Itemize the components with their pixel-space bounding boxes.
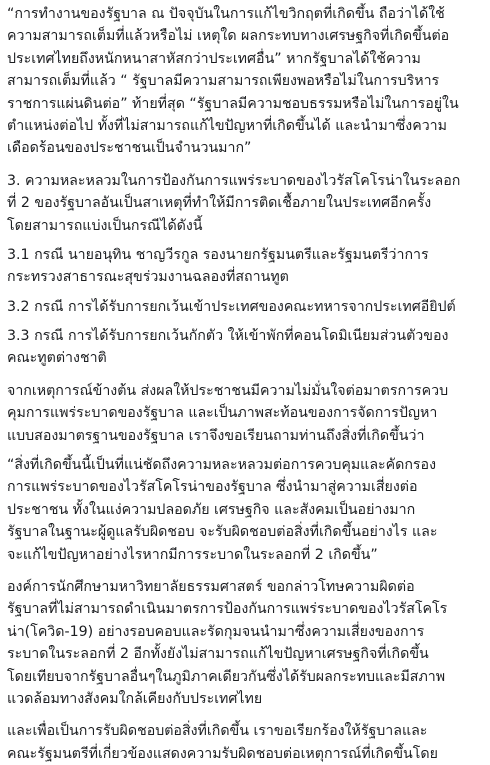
text-line: คุมการแพร่ระบาดของรัฐบาล และเป็นภาพสะท้อนของการจัดการปัญหา xyxy=(7,405,438,422)
paragraph-point-3 xyxy=(7,170,485,237)
text-line: 3.3 กรณี การได้รับการยกเว้นกักตัว ให้เข้าพักที่คอนโดมิเนียมส่วนตัวของ xyxy=(7,328,449,345)
paragraph-demand xyxy=(7,720,485,765)
paragraph-spacer xyxy=(7,289,485,296)
text-line: สามารถเต็มที่แล้ว “ รัฐบาลมีความสามารถเพียงพอหรือไม่ในการบริหาร xyxy=(7,73,440,90)
paragraph-consequence xyxy=(7,380,485,447)
paragraph-point-3-2 xyxy=(7,296,485,318)
text-line: ประเทศไทยถึงหนักหนาสาหัสกว่าประเทศอื่น” หากรัฐบาลได้ใช้ความ xyxy=(7,50,421,67)
paragraph-spacer xyxy=(7,318,485,325)
text-line: แบบสองมาตรฐานของรัฐบาล เราจึงขอเรียนถามท่านถึงสิ่งที่เกิดขึ้นว่า xyxy=(7,427,425,444)
text-line: รัฐบาลในฐานะผู้ดูแลรับผิดชอบ จะรับผิดชอบต่อสิ่งที่เกิดขึ้นอย่างไร และ xyxy=(7,524,438,541)
paragraph-quote-intro xyxy=(7,3,485,160)
text-line: น่า(โควิด-19) อย่างรอบคอบและรัดกุมจนนำมาซึ่งความเสี่ยงของการ xyxy=(7,623,425,640)
paragraph-spacer xyxy=(7,237,485,244)
text-line: “การทำงานของรัฐบาล ณ ปัจจุบันในการแก้ไขวิกฤตที่เกิดขึ้น ถือว่าได้ใช้ xyxy=(7,6,445,22)
text-line: 3.1 กรณี นายอนุทิน ชาญวีรกูล รองนายกรัฐมนตรีและรัฐมนตรีว่าการ xyxy=(7,246,429,263)
text-line: โดยเทียบจากรัฐบาลอื่นๆในภูมิภาคเดียวกันซึ่งได้รับผลกระทบและมีสภาพ xyxy=(7,668,446,685)
paragraph-spacer xyxy=(7,160,485,170)
text-line: โดยสามารถแบ่งเป็นกรณีได้ดังนี้ xyxy=(7,217,203,234)
article-body xyxy=(7,3,485,765)
text-line: คณะทูตต่างชาติ xyxy=(7,350,107,367)
text-line: ประชาชน ทั้งในแง่ความปลอดภัย เศรษฐกิจ และสังคมเป็นอย่างมาก xyxy=(7,501,416,518)
text-line: องค์การนักศึกษามหาวิทยาลัยธรรมศาสตร์ ขอกล่าวโทษความผิดต่อ xyxy=(7,578,415,595)
paragraph-question xyxy=(7,454,485,566)
paragraph-spacer xyxy=(7,447,485,454)
text-line: และเพื่อเป็นการรับผิดชอบต่อสิ่งที่เกิดขึ้น เราขอเรียกร้องให้รัฐบาลและ xyxy=(7,723,428,740)
text-line: 3. ความหละหลวมในการป้องกันการแพร่ระบาดของไวรัสโคโรน่าในระลอก xyxy=(7,172,461,189)
text-line: ความสามารถเต็มที่แล้วหรือไม่ เหตุใด ผลกระทบทางเศรษฐกิจที่เกิดขึ้นต่อ xyxy=(7,28,450,45)
paragraph-point-3-1 xyxy=(7,244,485,289)
paragraph-spacer xyxy=(7,566,485,576)
paragraph-spacer xyxy=(7,370,485,380)
text-line: ราชการแผ่นดินต่อ” ท้ายที่สุด “รัฐบาลมีความชอบธรรมหรือไม่ในการอยู่ใน xyxy=(7,95,459,112)
text-line: จากเหตุการณ์ข้างต้น ส่งผลให้ประชาชนมีความไม่มั่นใจต่อมาตรการควบ xyxy=(7,382,449,399)
text-line: รัฐบาลที่ไม่สามารถดำเนินมาตรการป้องกันการแพร่ระบาดของไวรัสโคโร xyxy=(7,601,448,618)
text-line: ระบาดในระลอกที่ 2 อีกทั้งยังไม่สามารถแก้ไขปัญหาเศรษฐกิจที่เกิดขึ้น xyxy=(7,646,429,663)
paragraph-org-statement xyxy=(7,576,485,710)
text-line: ที่ 2 ของรัฐบาลอันเป็นสาเหตุที่ทำให้มีการติดเชื้อภายในประเทศอีกครั้ง xyxy=(7,195,432,212)
text-line: ตำแหน่งต่อไป ทั้งที่ไม่สามารถแก้ไขปัญหาที่เกิดขึ้นได้ และนำมาซึ่งความ xyxy=(7,117,447,134)
text-line: แวดล้อมทางสังคมใกล้เคียงกับประเทศไทย xyxy=(7,690,263,707)
paragraph-spacer xyxy=(7,710,485,720)
text-line: “สิ่งที่เกิดขึ้นนี้เป็นที่แน่ชัดถึงความหละหลวมต่อการควบคุมและคัดกรอง xyxy=(7,457,436,474)
paragraph-point-3-3 xyxy=(7,325,485,370)
text-line: จะแก้ไขปัญหาอย่างไรหากมีการระบาดในระลอกที่ 2 เกิดขึ้น” xyxy=(7,546,378,563)
text-line: คณะรัฐมนตรีที่เกี่ยวข้องแสดงความรับผิดชอบต่อเหตุการณ์ที่เกิดขึ้นโดย xyxy=(7,745,438,762)
text-line: เดือดร้อนของประชาชนเป็นจำนวนมาก” xyxy=(7,140,252,157)
text-line: การแพร่ระบาดของไวรัสโคโรน่าของรัฐบาล ซึ่งนำมาสู่ความเสี่ยงต่อ xyxy=(7,479,418,496)
text-line: กระทรวงสาธารณะสุขร่วมงานฉลองที่สถานทูต xyxy=(7,269,289,286)
text-line: 3.2 กรณี การได้รับการยกเว้นเข้าประเทศของคณะทหารจากประเทศอียิปต์ xyxy=(7,298,456,315)
